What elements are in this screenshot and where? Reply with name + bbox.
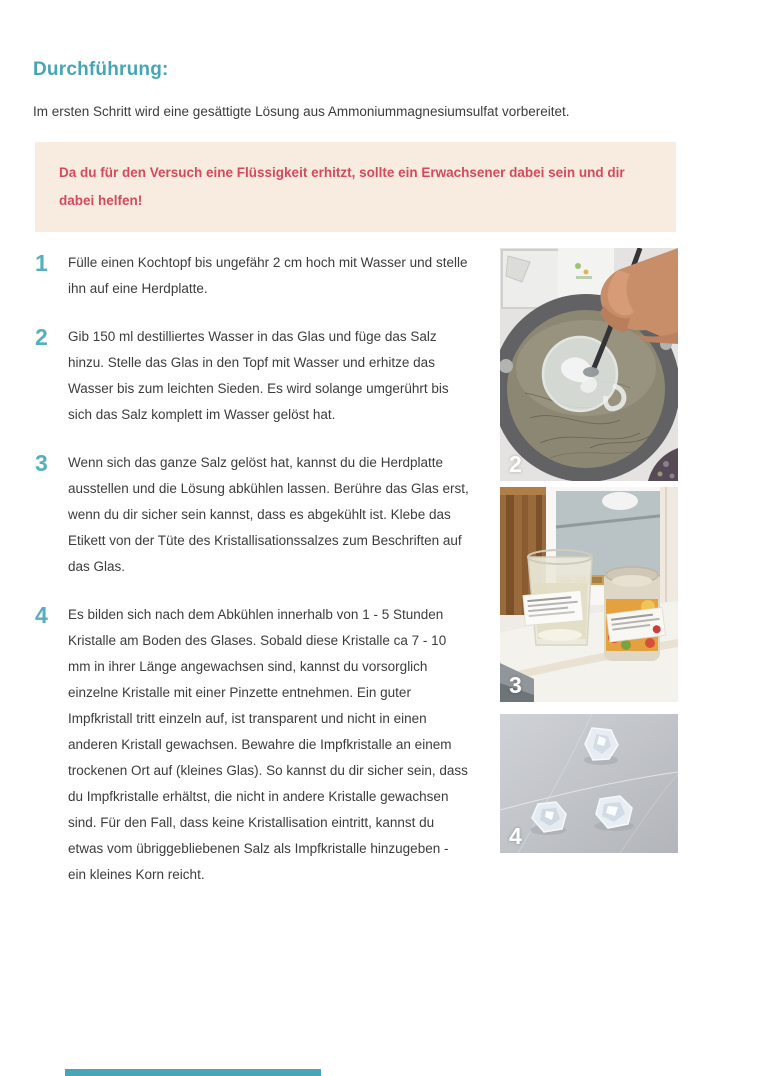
warning-box [35, 142, 676, 232]
photo-step-2 [500, 248, 678, 481]
footer-accent-bar [65, 1069, 321, 1076]
step-2 [35, 324, 469, 428]
instruction-steps [35, 250, 469, 910]
beaker-and-jar-photo-illustration [500, 487, 678, 702]
photo-column [500, 248, 678, 853]
step-1-text: Fülle einen Kochtopf bis ungefähr 2 cm hoch mit Wasser und stelle ihn auf eine Herdplatte. [68, 255, 468, 296]
photo-step-3-label: 3 [509, 672, 522, 698]
page-title: Durchführung: [33, 58, 169, 80]
photo-step-4-label: 4 [509, 823, 522, 849]
pot-stirring-photo-illustration [500, 248, 678, 481]
intro-paragraph: Im ersten Schritt wird eine gesättigte Lösung aus Ammoniummagnesiumsulfat vorbereitet. [33, 103, 570, 119]
step-3-number: 3 [35, 450, 48, 476]
step-3 [35, 450, 469, 580]
seed-crystals-photo-illustration [500, 714, 678, 853]
photo-step-4 [500, 714, 678, 853]
step-1-number: 1 [35, 250, 48, 276]
photo-step-2-label: 2 [509, 451, 522, 477]
warning-text: Da du für den Versuch eine Flüssigkeit erhitzt, sollte ein Erwachsener dabei sein und dir dabei helfen! [59, 165, 625, 208]
step-4-text: Es bilden sich nach dem Abkühlen innerhalb von 1 - 5 Stunden Kristalle am Boden des Glases. Sobald diese Kristalle ca 7 - 10 mm in ihrer Länge angewachsen sind, kannst du vorsorglich einzelne Kristalle mit einer Pinzette entnehmen. Ein guter Impfkristall tritt einzeln auf, ist transparent und nicht in einen anderen Kristall gewachsen. Bewahre die Impfkristalle an einem trockenen Ort auf (kleines Glas). So kannst du dir sicher sein, dass du Impfkristalle erhältst, die nicht in andere Kristalle gewachsen sind. Für den Fall, dass keine Kristallisation eintritt, kannst du etwas vom übriggebliebenen Salz als Impfkristalle hinzugeben - ein kleines Korn reicht. [68, 607, 468, 882]
step-2-number: 2 [35, 324, 48, 350]
photo-step-3 [500, 487, 678, 702]
step-4 [35, 602, 469, 888]
step-1 [35, 250, 469, 302]
step-3-text: Wenn sich das ganze Salz gelöst hat, kannst du die Herdplatte ausstellen und die Lösung abkühlen lassen. Berühre das Glas erst, wenn du dir sicher sein kannst, dass es abgekühlt ist. Klebe das Etikett von der Tüte des Kristallisationssalzes zum Beschriften auf das Glas. [68, 455, 469, 574]
step-4-number: 4 [35, 602, 48, 628]
step-2-text: Gib 150 ml destilliertes Wasser in das Glas und füge das Salz hinzu. Stelle das Glas in den Topf mit Wasser und erhitze das Wasser bis zum leichten Sieden. Es wird solange umgerührt bis sich das Salz komplett im Wasser gelöst hat. [68, 329, 449, 422]
